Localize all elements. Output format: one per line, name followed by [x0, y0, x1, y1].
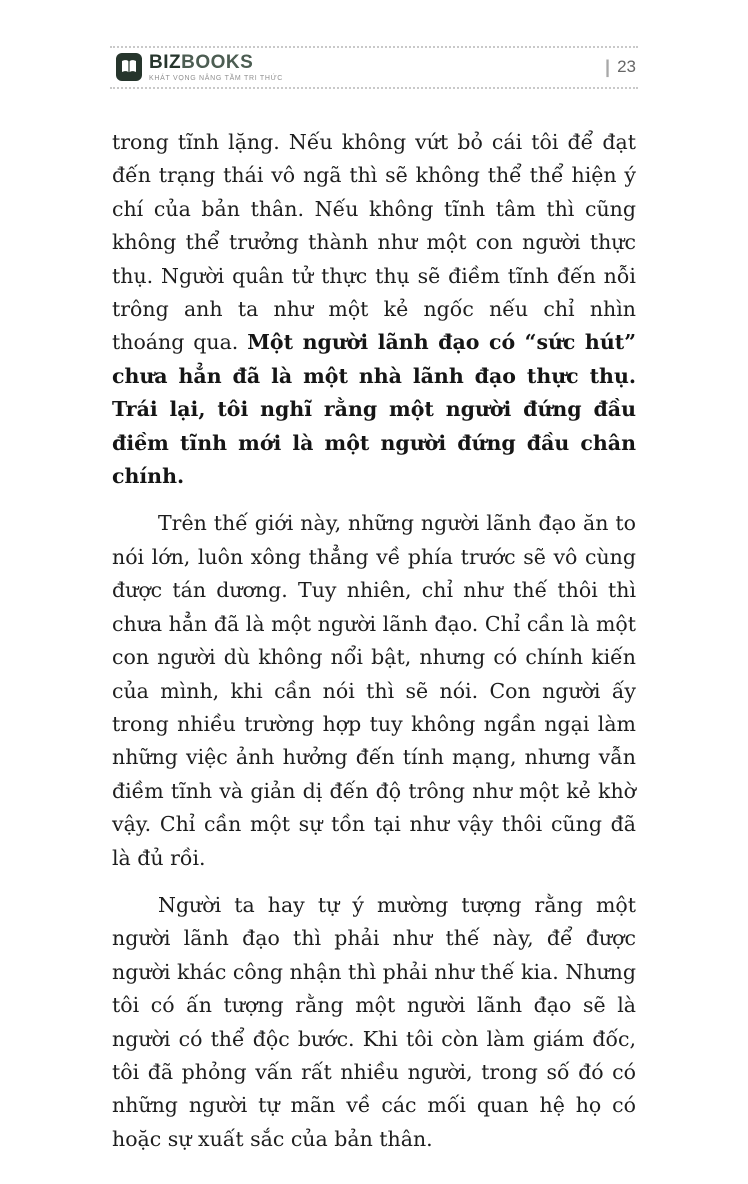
page-number: [605, 57, 636, 78]
paragraph-1: [112, 126, 636, 493]
logo-text-books: BOOKS: [181, 51, 254, 73]
logo-text-biz: BIZ: [149, 51, 182, 73]
logo-wordmark: [149, 53, 283, 72]
header-bottom-divider: [110, 87, 638, 89]
bizbooks-logo-icon: [116, 52, 142, 82]
header-top-divider: [110, 46, 638, 48]
page-content: [112, 126, 636, 1170]
logo-tagline: KHÁT VỌNG NÂNG TẦM TRI THỨC: [149, 74, 284, 82]
paragraph-2: Trên thế giới này, những người lãnh đạo ăn to nói lớn, luôn xông thẳng về phía trước sẽ vô cùng được tán dương. Tuy nhiên, chỉ như thế thôi thì chưa hẳn đã là một người lãnh đạo. Chỉ cần là một con người dù không nổi bật, nhưng có chính kiến của mình, khi cần nói thì sẽ nói. Con người ấy trong nhiều trường hợp tuy không ngần ngại làm những việc ảnh hưởng đến tính mạng, nhưng vẫn điềm tĩnh và giản dị đến độ trông như một kẻ khờ vậy. Chỉ cần một sự tồn tại như vậy thôi cũng đã là đủ rồi.: [112, 511, 636, 870]
page-number-value: 23: [617, 57, 636, 76]
paragraph-1-normal-text: trong tĩnh lặng. Nếu không vứt bỏ cái tôi để đạt đến trạng thái vô ngã thì sẽ không thể thể hiện ý chí của bản thân. Nếu không tĩnh tâm thì cũng không thể trưởng thành như một con người thực thụ. Người quân tử thực thụ sẽ điềm tĩnh đến nỗi trông anh ta như một kẻ ngốc nếu chỉ nhìn thoáng qua.: [112, 130, 636, 355]
page-number-separator: |: [605, 56, 611, 77]
logo-text-block: [149, 53, 283, 82]
paragraph-1-bold-text: Một người lãnh đạo có “sức hút” chưa hẳn đã là một nhà lãnh đạo thực thụ. Trái lại, tôi nghĩ rằng một người đứng đầu điềm tĩnh mới là một người đứng đầu chân chính.: [112, 330, 636, 489]
paragraph-3: Người ta hay tự ý mường tượng rằng một người lãnh đạo thì phải như thế này, để được người khác công nhận thì phải như thế kia. Nhưng tôi có ấn tượng rằng một người lãnh đạo sẽ là người có thể độc bước. Khi tôi còn làm giám đốc, tôi đã phỏng vấn rất nhiều người, trong số đó có những người tự mãn về các mối quan hệ họ có hoặc sự xuất sắc của bản thân.: [112, 892, 636, 1151]
page-header: [116, 50, 636, 84]
bizbooks-logo: [116, 52, 283, 82]
